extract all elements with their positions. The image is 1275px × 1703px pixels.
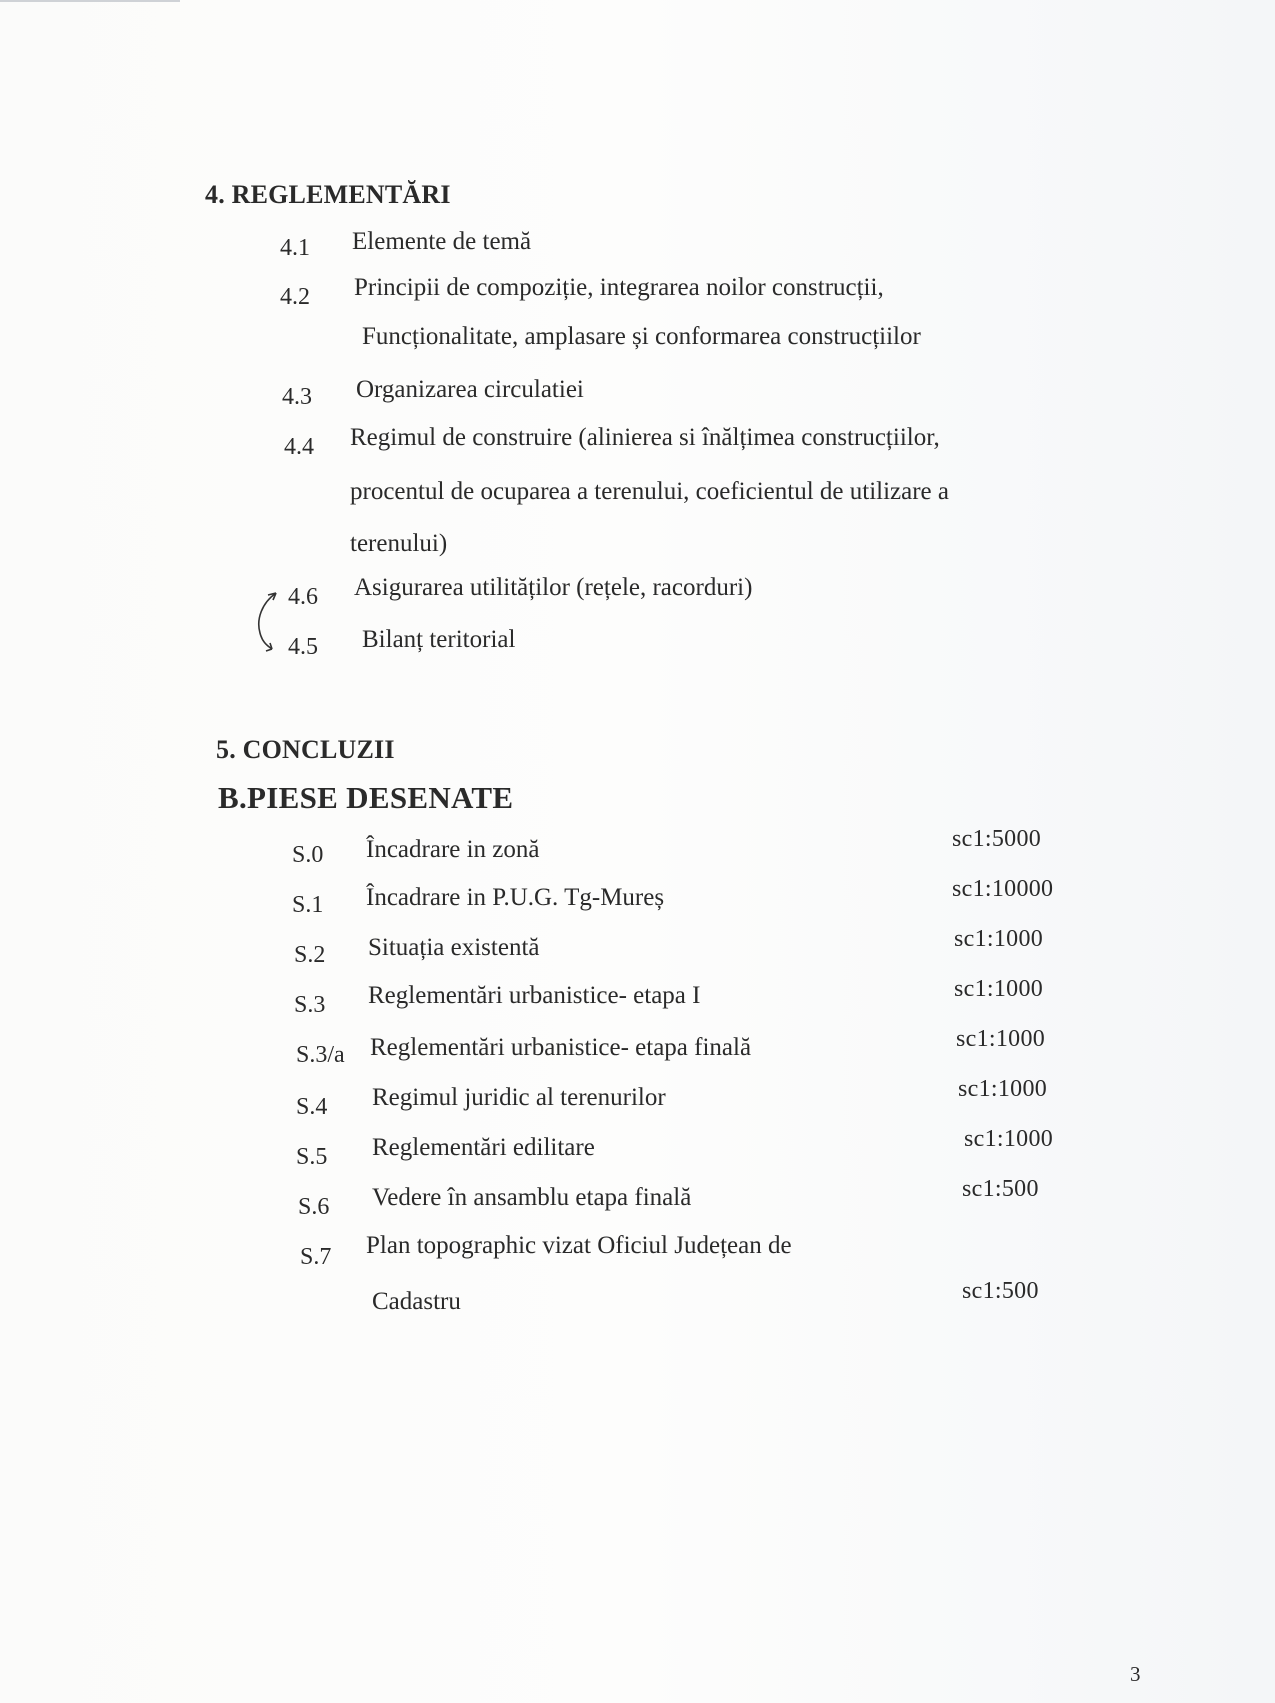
scan-edge-line	[0, 0, 180, 2]
item-number: 4.2	[280, 284, 310, 310]
drawing-scale: sc1:1000	[954, 926, 1044, 952]
page-number: 3	[1130, 1662, 1141, 1686]
item-text: Principii de compoziție, integrarea noilor construcții,	[354, 274, 884, 301]
drawing-code: S.3/a	[296, 1042, 345, 1068]
drawing-title: Reglementări edilitare	[372, 1134, 595, 1161]
item-text: Regimul de construire (alinierea si înălțimea construcțiilor,	[350, 424, 940, 451]
item-text-continued: procentul de ocuparea a terenului, coeficientul de utilizare a	[350, 478, 949, 505]
drawing-title: Vedere în ansamblu etapa finală	[372, 1184, 692, 1211]
drawing-scale: sc1:500	[962, 1278, 1039, 1304]
item-number: 4.1	[280, 235, 310, 261]
drawing-scale: sc1:500	[962, 1176, 1039, 1202]
drawing-title: Încadrare in zonă	[366, 836, 540, 863]
drawing-title: Situația existentă	[368, 934, 540, 961]
drawing-code: S.0	[292, 842, 324, 868]
item-text-continued: Funcționalitate, amplasare și conformarea construcțiilor	[362, 323, 921, 350]
handwritten-swap-arrow-icon	[254, 585, 294, 657]
drawing-title: Reglementări urbanistice- etapa I	[368, 982, 701, 1009]
drawing-code: S.6	[298, 1194, 330, 1220]
drawing-title: Încadrare in P.U.G. Tg-Mureș	[366, 884, 665, 911]
drawing-code: S.5	[296, 1144, 328, 1170]
section-5-heading: 5. CONCLUZII	[216, 735, 395, 764]
drawing-scale: sc1:1000	[958, 1076, 1048, 1102]
drawing-title: Reglementări urbanistice- etapa finală	[370, 1034, 752, 1061]
item-text: Organizarea circulatiei	[356, 376, 584, 403]
drawing-code: S.4	[296, 1094, 328, 1120]
drawing-code: S.3	[294, 992, 326, 1018]
drawing-title: Regimul juridic al terenurilor	[372, 1084, 666, 1111]
drawing-title: Plan topographic vizat Oficiul Județean de	[366, 1232, 792, 1259]
drawing-code: S.7	[300, 1244, 332, 1270]
section-4-heading: 4. REGLEMENTĂRI	[205, 180, 451, 209]
drawing-scale: sc1:1000	[954, 976, 1044, 1002]
item-text: Asigurarea utilităților (rețele, racorduri)	[354, 574, 753, 601]
section-b-heading: B.PIESE DESENATE	[218, 780, 514, 815]
drawing-scale: sc1:5000	[952, 826, 1042, 852]
drawing-code: S.2	[294, 942, 326, 968]
drawing-scale: sc1:1000	[964, 1126, 1054, 1152]
item-text: Elemente de temă	[352, 228, 532, 255]
item-text-continued: terenului)	[350, 530, 448, 557]
drawing-code: S.1	[292, 892, 324, 918]
drawing-title-continued: Cadastru	[372, 1288, 461, 1315]
item-number: 4.6	[288, 584, 318, 610]
item-text: Bilanț teritorial	[362, 626, 516, 653]
drawing-scale: sc1:10000	[952, 876, 1054, 902]
item-number: 4.4	[284, 434, 314, 460]
item-number: 4.3	[282, 384, 312, 410]
item-number: 4.5	[288, 634, 318, 660]
drawing-scale: sc1:1000	[956, 1026, 1046, 1052]
